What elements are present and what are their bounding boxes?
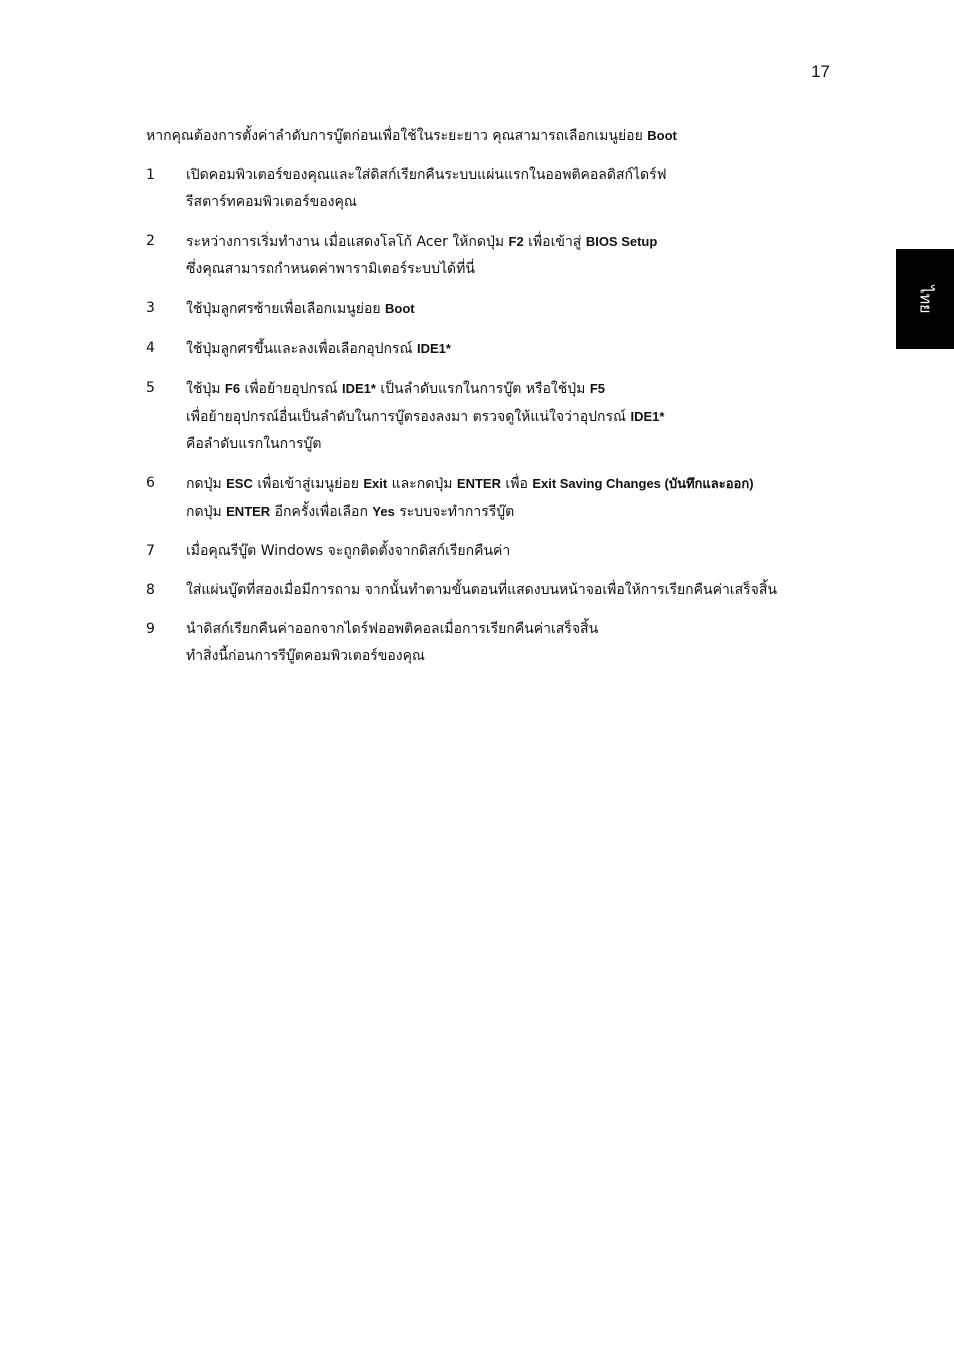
- text-run: เพื่อย้ายอุปกรณ์อื่นเป็นลำดับในการบู๊ตรองลงมา ตรวจดูให้แน่ใจว่าอุปกรณ์: [186, 409, 631, 425]
- step-line: ใส่แผ่นบู๊ตที่สองเมื่อมีการถาม จากนั้นทำตามขั้นตอนที่แสดงบนหน้าจอเพื่อให้การเรียกคืนค่าเสร็จสิ้น: [186, 582, 777, 598]
- step-3: [146, 295, 826, 323]
- step-text: [186, 538, 826, 565]
- option-name: Exit Saving Changes (บันทึกและออก): [532, 476, 754, 491]
- step-number: 8: [146, 582, 155, 598]
- step-line: เปิดคอมพิวเตอร์ของคุณและใส่ดิสก์เรียกคืนระบบแผ่นแรกในออพติคอลดิสก์ไดร์ฟ: [186, 167, 667, 183]
- step-number: 5: [146, 380, 155, 396]
- language-tab: [896, 249, 954, 349]
- step-line: คือลำดับแรกในการบู๊ต: [186, 436, 322, 452]
- document-body: [146, 122, 826, 682]
- step-line: [186, 375, 826, 403]
- key-name: F2: [508, 234, 524, 249]
- intro-bold: Boot: [647, 128, 677, 143]
- step-text: [186, 295, 826, 323]
- text-run: และกดปุ่ม: [387, 476, 457, 492]
- step-line: นำดิสก์เรียกคืนค่าออกจากไดร์ฟออพติคอลเมื่อการเรียกคืนค่าเสร็จสิ้น: [186, 621, 599, 637]
- text-run: เป็นลำดับแรกในการบู๊ต หรือใช้ปุ่ม: [375, 381, 590, 397]
- menu-name: Exit: [363, 476, 388, 491]
- step-line: [186, 403, 826, 431]
- key-name: F5: [589, 381, 605, 396]
- step-number: 9: [146, 621, 155, 637]
- step-text: [186, 470, 826, 526]
- step-line: ซึ่งคุณสามารถกำหนดค่าพารามิเตอร์ระบบได้ที่นี่: [186, 261, 475, 277]
- step-number: 2: [146, 233, 155, 249]
- step-line: ทำสิ่งนี้ก่อนการรีบู๊ตคอมพิวเตอร์ของคุณ: [186, 648, 425, 664]
- menu-name: Boot: [385, 301, 415, 316]
- step-line: [186, 470, 826, 498]
- step-text: [186, 162, 826, 216]
- page-number: 17: [811, 62, 830, 81]
- key-name: ENTER: [226, 504, 271, 519]
- step-line: [186, 498, 826, 526]
- device-name: IDE1*: [417, 341, 451, 356]
- step-8: [146, 577, 826, 604]
- text-run: ระบบจะทำการรีบู๊ต: [394, 504, 515, 520]
- device-name: IDE1*: [630, 409, 665, 424]
- intro-paragraph: [146, 122, 826, 150]
- step-5: [146, 375, 826, 458]
- step-line: [186, 295, 826, 323]
- step-number: 7: [146, 543, 155, 559]
- text-run: เพื่อ: [500, 476, 533, 492]
- text-run: กดปุ่ม: [186, 504, 227, 520]
- step-9: [146, 616, 826, 670]
- step-number: 1: [146, 167, 155, 183]
- step-number: 4: [146, 340, 155, 356]
- step-text: [186, 616, 826, 670]
- step-4: [146, 335, 826, 363]
- step-text: [186, 335, 826, 363]
- step-1: [146, 162, 826, 216]
- step-text: [186, 577, 826, 604]
- text-run: เพื่อเข้าสู่เมนูย่อย: [252, 476, 364, 492]
- step-7: [146, 538, 826, 565]
- step-line: [186, 335, 826, 363]
- option-name: Yes: [372, 504, 395, 519]
- step-line: รีสตาร์ทคอมพิวเตอร์ของคุณ: [186, 194, 357, 210]
- step-text: [186, 375, 826, 458]
- step-line: เมื่อคุณรีบู๊ต Windows จะถูกติดตั้งจากดิสก์เรียกคืนค่า: [186, 543, 511, 559]
- text-run: ใช้ปุ่มลูกศรขึ้นและลงเพื่อเลือกอุปกรณ์: [186, 341, 417, 357]
- text-run: อีกครั้งเพื่อเลือก: [270, 504, 373, 520]
- step-2: [146, 228, 826, 283]
- key-name: ESC: [226, 476, 253, 491]
- text-run: เพื่อย้ายอุปกรณ์: [240, 381, 342, 397]
- step-number: 6: [146, 475, 155, 491]
- step-text: [186, 228, 826, 283]
- text-run: ใช้ปุ่มลูกศรซ้ายเพื่อเลือกเมนูย่อย: [186, 301, 386, 317]
- text-run: กดปุ่ม: [186, 476, 227, 492]
- text-run: เพื่อเข้าสู่: [523, 234, 586, 250]
- text-run: ใช้ปุ่ม: [186, 381, 225, 397]
- menu-name: BIOS Setup: [585, 234, 658, 249]
- step-number: 3: [146, 300, 155, 316]
- key-name: F6: [224, 381, 241, 396]
- key-name: ENTER: [456, 476, 501, 491]
- device-name: IDE1*: [341, 381, 376, 396]
- step-6: [146, 470, 826, 526]
- intro-text: หากคุณต้องการตั้งค่าลำดับการบู๊ตก่อนเพื่อใช้ในระยะยาว คุณสามารถเลือกเมนูย่อย: [146, 128, 648, 144]
- text-run: ระหว่างการเริ่มทำงาน เมื่อแสดงโลโก้ Acer ให้กดปุ่ม: [186, 234, 509, 250]
- step-line: [186, 228, 826, 256]
- language-tab-label: ไทย: [916, 285, 936, 313]
